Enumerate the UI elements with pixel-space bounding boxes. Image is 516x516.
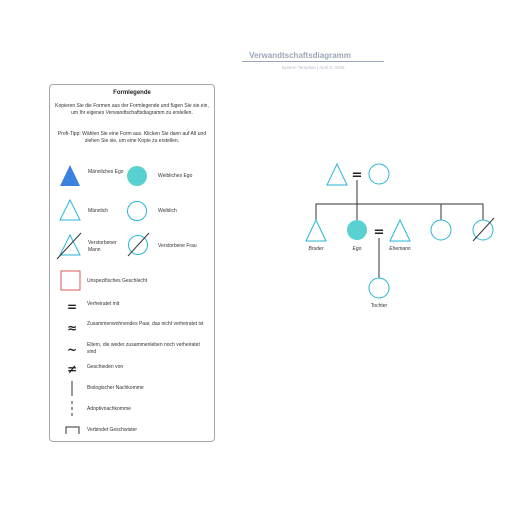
legend-label-parents-cohabiting: Eltern, die weder zusammenleben noch verheiratet sind [87,342,200,355]
legend-parents-cohabiting-symbol: ~ [66,343,78,357]
legend-label-male: Männlich [88,208,109,214]
legend-label-female-ego: Weibliches Ego [158,173,193,179]
sister-circle[interactable] [431,220,451,240]
brother-triangle[interactable] [306,220,326,241]
legend-label-married: Verheiratet mit [87,301,120,307]
legend-label-deceased-male: Verstorbener Mann [88,240,117,253]
deceased-sister-shape[interactable] [473,218,494,241]
parents-married-symbol: = [351,168,363,183]
father-triangle[interactable] [327,164,347,185]
legend-unspecified-square[interactable] [61,271,80,290]
page-title: Verwandtschaftsdiagramm [249,51,351,60]
legend-label-unspecified: Unspezifisches Geschlecht [87,278,148,284]
legend-deceased-male-shape[interactable] [57,233,81,259]
legend-siblings-connector[interactable] [66,427,79,434]
legend-label-adoptive-descendant: Adoptivnachkomme [87,406,131,412]
legend-tip: Profi-Tipp: Wählen Sie eine Form aus. Klicken Sie dann auf Alt und ziehen Sie sie, um eine Kopie zu erstellen. [57,131,207,144]
label-ego: Ego [352,246,362,252]
legend-divorced-symbol: ≠ [66,362,78,376]
legend-cohabiting-symbol: ≈ [66,321,78,335]
husband-triangle[interactable] [390,220,410,241]
legend-female-ego-circle[interactable] [127,166,147,186]
legend-male-triangle[interactable] [60,200,80,220]
legend-label-female: Weiblich [158,208,177,214]
daughter-circle[interactable] [369,278,389,298]
legend-deceased-female-shape[interactable] [128,233,149,256]
ego-spouse-married-symbol: = [373,225,385,240]
legend-male-ego-triangle[interactable] [60,165,80,186]
label-daughter: Tochter [370,303,388,309]
legend-female-circle[interactable] [128,202,147,221]
label-husband: Ehemann [389,246,411,252]
legend-title: Formlegende [113,90,151,96]
legend-label-bio-descendant: Biologischer Nachkomme [87,385,144,391]
mother-circle[interactable] [369,164,389,184]
legend-label-cohabiting: Zusammenwohnendes Paar, das nicht verheiratet ist [87,321,204,327]
legend-label-deceased-female: Verstorbene Frau [158,243,197,249]
legend-label-siblings: Verbindet Geschwister [87,427,138,433]
legend-label-male-ego: Männliches Ego [88,169,124,175]
legend-intro: Kopieren Sie die Formen aus der Formlegende und fügen Sie sie ein, um Ihr eigenes Verwandtschaftsdiagramm zu erstellen. [55,103,209,116]
ego-circle[interactable] [347,220,367,240]
legend-label-divorced: Geschieden von [87,364,124,370]
label-brother: Bruder [308,246,324,252]
page-subtitle: System Template | April 5, 2025 [281,65,345,70]
legend-married-symbol: = [66,300,78,314]
sibling-connector-bar [316,204,483,220]
